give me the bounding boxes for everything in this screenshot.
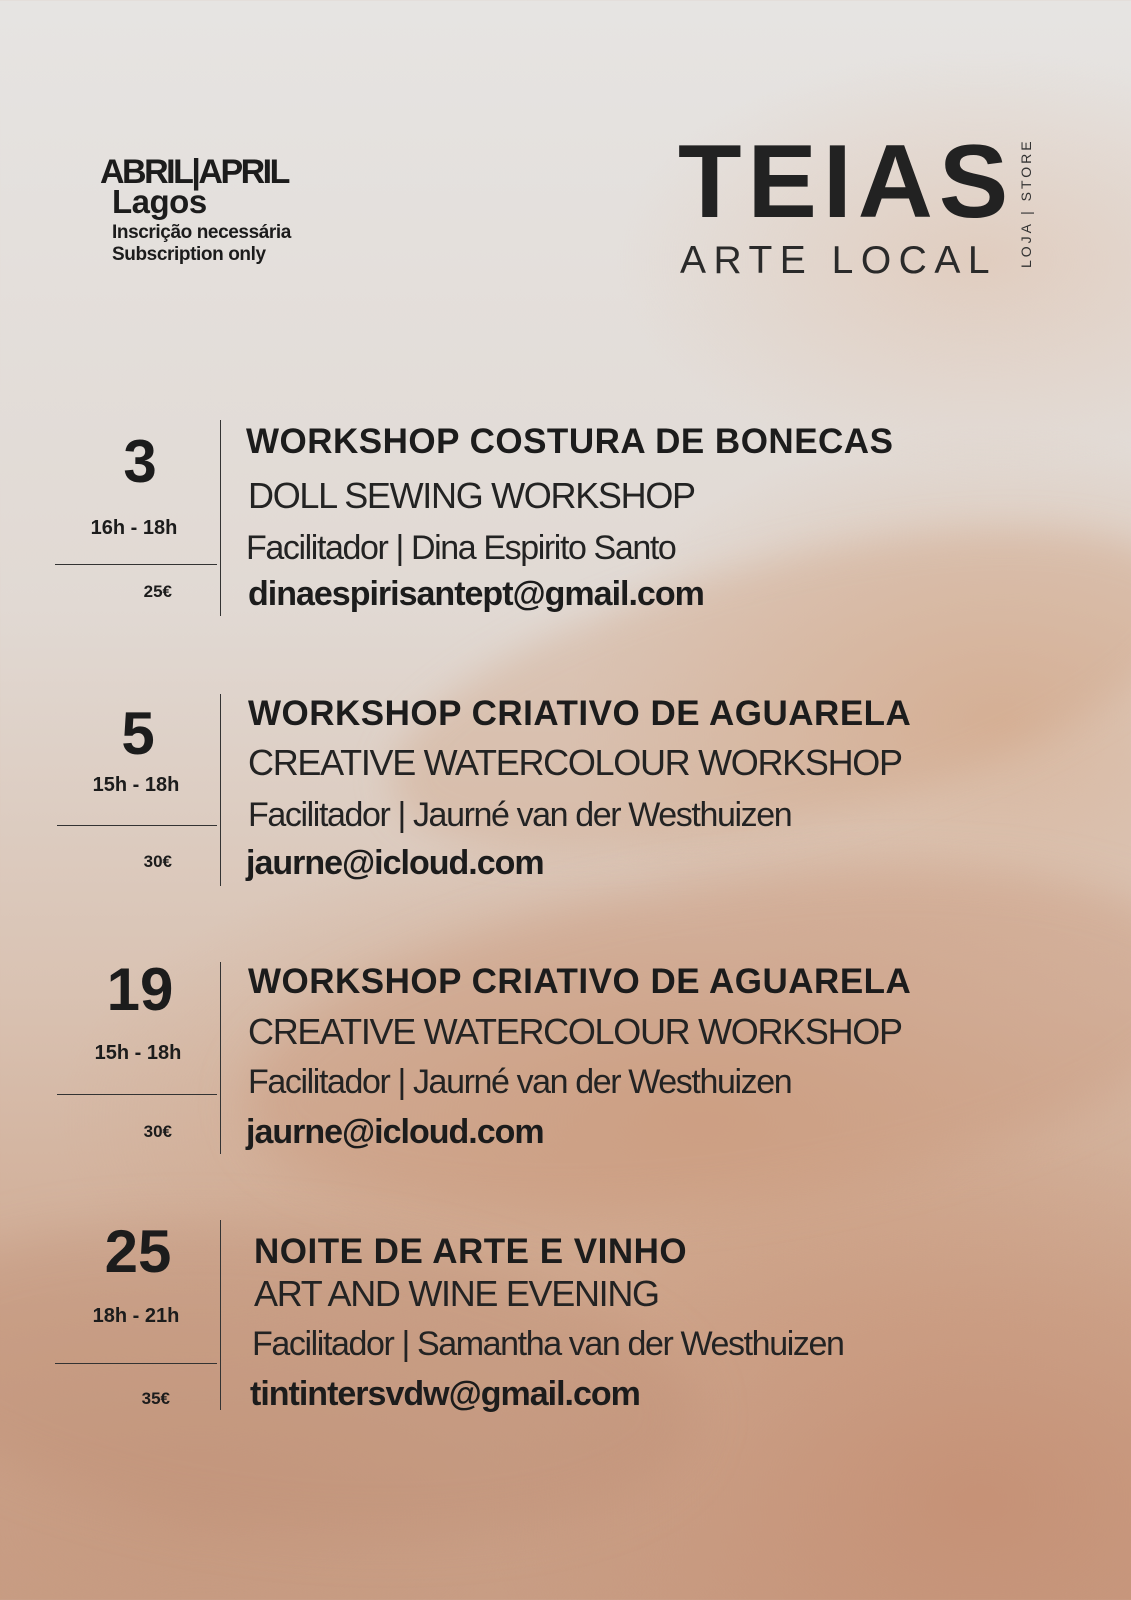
event-price: 30€: [143, 1122, 172, 1141]
event-subtitle: CREATIVE WATERCOLOUR WORKSHOP: [248, 1011, 902, 1052]
event-time: 16h - 18h: [90, 517, 178, 539]
event-subtitle: CREATIVE WATERCOLOUR WORKSHOP: [248, 742, 902, 783]
event-separator: [220, 420, 221, 616]
event-separator: [220, 694, 221, 886]
event-facilitator: Facilitador | Samantha van der Westhuizen: [252, 1325, 844, 1363]
event-email[interactable]: jaurne@icloud.com: [246, 844, 544, 882]
event-price: 30€: [143, 852, 172, 871]
event-divider: [57, 825, 217, 826]
event-day: 19: [106, 956, 174, 1023]
event-separator: [220, 962, 221, 1154]
event-email[interactable]: tintintersvdw@gmail.com: [250, 1375, 640, 1413]
subscription-note-en: Subscription only: [112, 244, 266, 265]
event-subtitle: ART AND WINE EVENING: [254, 1273, 659, 1314]
logo-side-label: LOJA | STORE: [1018, 138, 1034, 268]
event-time: 15h - 18h: [92, 774, 180, 796]
event-facilitator: Facilitador | Jaurné van der Westhuizen: [248, 1063, 792, 1101]
city-label: Lagos: [112, 183, 207, 220]
event-divider: [55, 1363, 217, 1364]
event-separator: [220, 1220, 221, 1410]
event-divider: [55, 564, 217, 565]
event-title: WORKSHOP COSTURA DE BONECAS: [246, 422, 894, 461]
event-email[interactable]: dinaespirisantept@gmail.com: [248, 575, 704, 613]
event-divider: [57, 1094, 217, 1095]
event-day: 25: [104, 1218, 172, 1285]
logo-tagline: ARTE LOCAL: [680, 239, 998, 282]
event-title: WORKSHOP CRIATIVO DE AGUARELA: [248, 694, 912, 733]
event-day: 5: [121, 700, 155, 767]
event-subtitle: DOLL SEWING WORKSHOP: [248, 475, 695, 516]
month-label: ABRIL|APRIL: [100, 153, 288, 191]
event-time: 18h - 21h: [92, 1305, 180, 1327]
event-facilitator: Facilitador | Jaurné van der Westhuizen: [248, 796, 792, 834]
event-email[interactable]: jaurne@icloud.com: [246, 1113, 544, 1151]
event-price: 25€: [143, 582, 172, 601]
event-day: 3: [123, 428, 157, 495]
event-title: WORKSHOP CRIATIVO DE AGUARELA: [248, 962, 912, 1001]
event-facilitator: Facilitador | Dina Espirito Santo: [246, 529, 676, 567]
subscription-note-pt: Inscrição necessária: [112, 222, 291, 243]
event-title: NOITE DE ARTE E VINHO: [254, 1232, 688, 1271]
logo-wordmark: TEIAS: [678, 124, 1015, 240]
event-price: 35€: [141, 1389, 170, 1408]
event-time: 15h - 18h: [94, 1042, 182, 1064]
